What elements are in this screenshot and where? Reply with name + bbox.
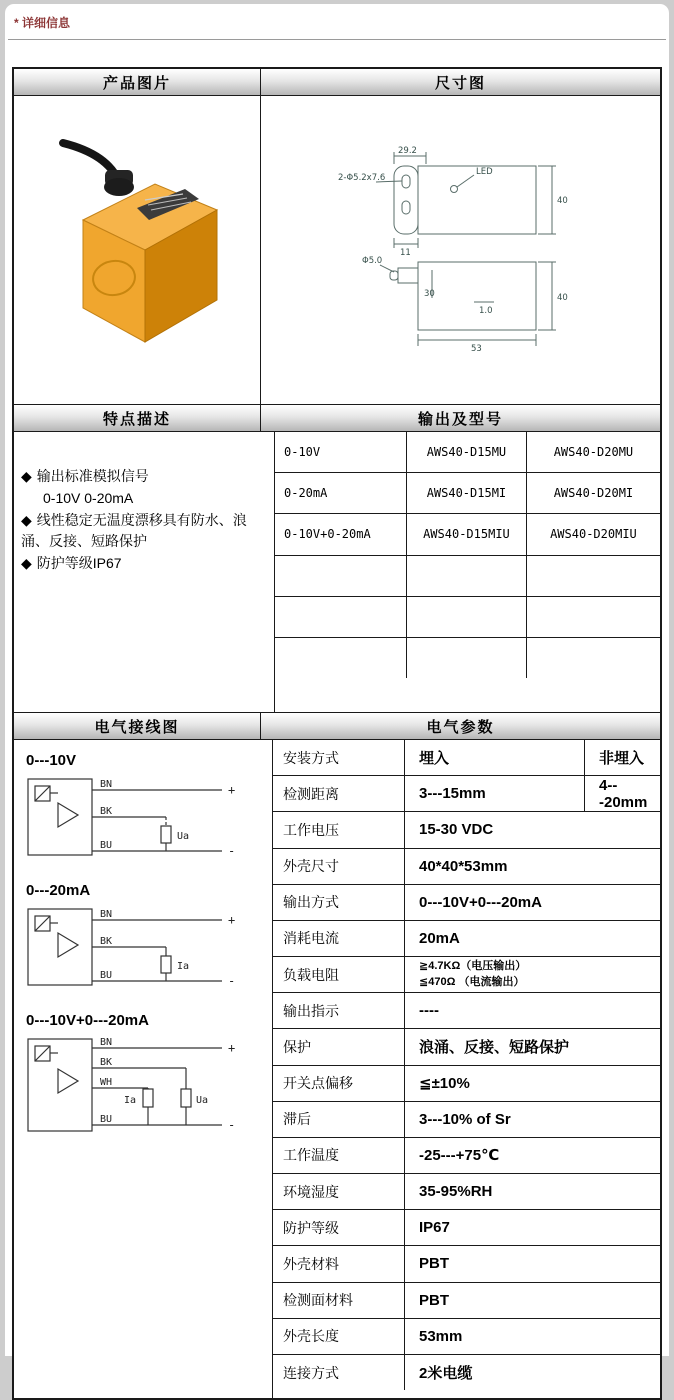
dim-1-0: 1.0 bbox=[478, 306, 493, 316]
param-label: 保护 bbox=[273, 1029, 405, 1064]
wire-label-bu: BU bbox=[100, 840, 113, 851]
top-divider bbox=[8, 39, 666, 40]
header-wiring: 电气接线图 bbox=[14, 713, 261, 739]
product-image-cell bbox=[14, 96, 261, 404]
header-product-image: 产品图片 bbox=[14, 69, 261, 95]
wire-label-bn: BN bbox=[100, 1037, 113, 1048]
param-label: 开关点偏移 bbox=[273, 1066, 405, 1101]
dim-holes: 2-Φ5.2x7.6 bbox=[337, 173, 385, 183]
sensor-symbol bbox=[28, 779, 92, 855]
model-nonflush: AWS40-D20MU bbox=[553, 445, 634, 460]
feature-text: 输出标准模拟信号 bbox=[36, 468, 149, 484]
param-value: 浪涌、反接、短路保护 bbox=[419, 1039, 570, 1057]
side-view-outline bbox=[380, 262, 556, 346]
param-value: IP67 bbox=[419, 1219, 450, 1237]
image-row bbox=[14, 96, 660, 405]
param-label: 工作温度 bbox=[273, 1138, 405, 1173]
plus-terminal: + bbox=[228, 913, 236, 927]
product-photo bbox=[35, 138, 240, 363]
param-value: 0---10V+0---20mA bbox=[419, 893, 542, 911]
wire-labels bbox=[100, 1037, 235, 1132]
wiring-title: 0---20mA bbox=[26, 882, 91, 899]
param-value: PBT bbox=[419, 1291, 449, 1309]
wire-label-bk: BK bbox=[100, 936, 113, 947]
output-row bbox=[275, 597, 660, 638]
param-label: 消耗电流 bbox=[273, 921, 405, 956]
param-label: 外壳尺寸 bbox=[273, 849, 405, 884]
model-nonflush: AWS40-D20MI bbox=[553, 486, 634, 501]
page-title: * 详细信息 bbox=[14, 16, 71, 30]
param-label: 输出指示 bbox=[273, 993, 405, 1028]
wiring-diagram-0-20ma bbox=[26, 901, 248, 999]
param-row bbox=[273, 1066, 660, 1102]
header-output-models: 输出及型号 bbox=[261, 405, 660, 431]
param-label: 工作电压 bbox=[273, 812, 405, 847]
param-row bbox=[273, 993, 660, 1029]
dim-40-side: 40 bbox=[556, 293, 568, 303]
wire-labels bbox=[100, 909, 235, 988]
param-row bbox=[273, 1138, 660, 1174]
minus-terminal: - bbox=[228, 1118, 236, 1132]
param-row bbox=[273, 740, 660, 776]
param-value bbox=[405, 957, 660, 992]
wiring-diagram-0-10v-0-20ma bbox=[26, 1031, 248, 1143]
output-type: 0-10V bbox=[275, 432, 407, 472]
feature-text: 线性稳定无温度漂移具有防水、浪涌、反接、短路保护 bbox=[21, 512, 247, 549]
header-row-1 bbox=[14, 69, 660, 96]
features-output-row bbox=[14, 432, 660, 713]
output-row bbox=[275, 473, 660, 514]
dimension-drawing bbox=[336, 144, 586, 356]
param-value: 3---10% of Sr bbox=[419, 1110, 511, 1128]
header-dimensions: 尺寸图 bbox=[261, 69, 660, 95]
plus-terminal: + bbox=[228, 783, 236, 797]
wiring-title: 0---10V+0---20mA bbox=[26, 1012, 149, 1029]
feature-item bbox=[21, 553, 267, 574]
model-flush: AWS40-D15MIU bbox=[407, 514, 527, 554]
param-value-2: 4---20mm bbox=[599, 776, 648, 811]
features-cell bbox=[14, 432, 275, 712]
dim-40-top: 40 bbox=[556, 196, 568, 206]
wire-label-bu: BU bbox=[100, 1114, 113, 1125]
sensor-cap bbox=[104, 170, 134, 196]
param-label: 环境湿度 bbox=[273, 1174, 405, 1209]
dimension-cell bbox=[261, 96, 660, 404]
output-type bbox=[275, 638, 407, 678]
model-flush bbox=[407, 597, 527, 637]
param-row bbox=[273, 849, 660, 885]
param-row bbox=[273, 1102, 660, 1138]
dim-phi5: Φ5.0 bbox=[361, 256, 382, 266]
output-row bbox=[275, 432, 660, 473]
output-type bbox=[275, 597, 407, 637]
param-value: 2米电缆 bbox=[419, 1365, 473, 1382]
load-label: Ua bbox=[177, 831, 190, 842]
wiring-diagram-0-10v bbox=[26, 771, 248, 869]
header-row-3 bbox=[14, 713, 660, 740]
wire-labels bbox=[100, 779, 235, 858]
minus-terminal: - bbox=[228, 844, 236, 858]
feature-bullet: ◆ bbox=[21, 468, 32, 484]
param-value: 15-30 VDC bbox=[419, 821, 494, 839]
dimension-labels bbox=[338, 146, 568, 354]
minus-terminal: - bbox=[228, 974, 236, 988]
param-value-2: 非埋入 bbox=[599, 750, 645, 768]
spec-table bbox=[12, 67, 662, 1400]
output-model-table bbox=[275, 432, 660, 678]
model-flush bbox=[407, 556, 527, 596]
param-value-line-2: ≦470Ω （电流输出） bbox=[419, 975, 525, 988]
wire-label-bk: BK bbox=[100, 1057, 113, 1068]
wiring-cell bbox=[14, 740, 273, 1398]
param-row bbox=[273, 885, 660, 921]
wire-label-bn: BN bbox=[100, 779, 113, 790]
param-row bbox=[273, 1319, 660, 1355]
wire-label-bk: BK bbox=[100, 806, 113, 817]
param-row bbox=[273, 957, 660, 993]
param-row bbox=[273, 1246, 660, 1282]
param-value: -25---+75℃ bbox=[419, 1147, 500, 1165]
param-row bbox=[273, 1029, 660, 1065]
param-row bbox=[273, 812, 660, 848]
param-row bbox=[273, 1355, 660, 1390]
model-nonflush bbox=[527, 556, 660, 596]
param-value: PBT bbox=[419, 1255, 449, 1273]
param-row bbox=[273, 776, 660, 812]
param-label: 外壳材料 bbox=[273, 1246, 405, 1281]
model-nonflush bbox=[527, 597, 660, 637]
dim-53: 53 bbox=[470, 344, 482, 354]
param-row bbox=[273, 921, 660, 957]
param-value-line-1: ≧4.7KΩ（电压输出） bbox=[419, 960, 527, 973]
param-label: 外壳长度 bbox=[273, 1319, 405, 1354]
header-row-2 bbox=[14, 405, 660, 432]
load-label-ia: Ia bbox=[124, 1095, 137, 1106]
wiring-block-0-10v bbox=[26, 752, 272, 874]
sensor-symbol bbox=[28, 909, 92, 985]
param-value: ≦±10% bbox=[419, 1075, 470, 1093]
dim-led: LED bbox=[475, 167, 493, 177]
model-flush bbox=[407, 638, 527, 678]
wiring-params-row bbox=[14, 740, 660, 1398]
wire-label-bn: BN bbox=[100, 909, 113, 920]
param-row bbox=[273, 1174, 660, 1210]
model-nonflush bbox=[527, 638, 660, 678]
wire-label-bu: BU bbox=[100, 970, 113, 981]
param-label: 安装方式 bbox=[273, 740, 405, 775]
plus-terminal: + bbox=[228, 1041, 236, 1055]
param-label: 负载电阻 bbox=[273, 957, 405, 992]
params-table bbox=[273, 740, 660, 1390]
feature-item bbox=[21, 510, 267, 552]
param-label: 连接方式 bbox=[273, 1355, 405, 1390]
output-row bbox=[275, 514, 660, 555]
load-label-ua: Ua bbox=[196, 1095, 209, 1106]
wiring-block-0-20ma bbox=[26, 882, 272, 1004]
param-value: 40*40*53mm bbox=[419, 857, 508, 875]
header-features: 特点描述 bbox=[14, 405, 261, 431]
param-row bbox=[273, 1283, 660, 1319]
param-value: 53mm bbox=[419, 1327, 463, 1345]
wire-label-wh: WH bbox=[100, 1077, 113, 1088]
model-nonflush: AWS40-D20MIU bbox=[550, 527, 637, 542]
header-params: 电气参数 bbox=[261, 713, 660, 739]
top-view-outline bbox=[376, 152, 556, 248]
output-type bbox=[275, 556, 407, 596]
param-value: 20mA bbox=[419, 929, 460, 947]
model-flush: AWS40-D15MU bbox=[407, 432, 527, 472]
sensor-symbol bbox=[28, 1039, 92, 1131]
feature-text: 防护等级IP67 bbox=[36, 555, 122, 571]
output-row bbox=[275, 638, 660, 678]
param-label: 检测面材料 bbox=[273, 1283, 405, 1318]
wiring-block-combined bbox=[26, 1012, 272, 1148]
dim-29-2: 29.2 bbox=[397, 146, 417, 156]
output-row bbox=[275, 556, 660, 597]
param-label: 防护等级 bbox=[273, 1210, 405, 1245]
param-row bbox=[273, 1210, 660, 1246]
param-value: 3---15mm bbox=[405, 776, 585, 811]
feature-bullet: ◆ bbox=[21, 555, 32, 571]
output-type: 0-20mA bbox=[275, 473, 407, 513]
dim-30: 30 bbox=[423, 289, 435, 299]
feature-bullet: ◆ bbox=[21, 512, 32, 528]
param-label: 滞后 bbox=[273, 1102, 405, 1137]
param-label: 输出方式 bbox=[273, 885, 405, 920]
sensor-body bbox=[83, 184, 217, 342]
param-value: 35-95%RH bbox=[419, 1183, 493, 1201]
wiring-title: 0---10V bbox=[26, 752, 77, 769]
param-value: 埋入 bbox=[405, 740, 585, 775]
load-label: Ia bbox=[177, 961, 190, 972]
content-panel bbox=[5, 4, 669, 1382]
feature-subtext: 0-10V 0-20mA bbox=[43, 490, 134, 506]
model-flush: AWS40-D15MI bbox=[407, 473, 527, 513]
param-label: 检测距离 bbox=[273, 776, 405, 811]
output-type: 0-10V+0-20mA bbox=[275, 514, 407, 554]
param-value: ---- bbox=[419, 1002, 439, 1020]
feature-item bbox=[21, 466, 267, 487]
dim-11: 11 bbox=[399, 248, 411, 258]
